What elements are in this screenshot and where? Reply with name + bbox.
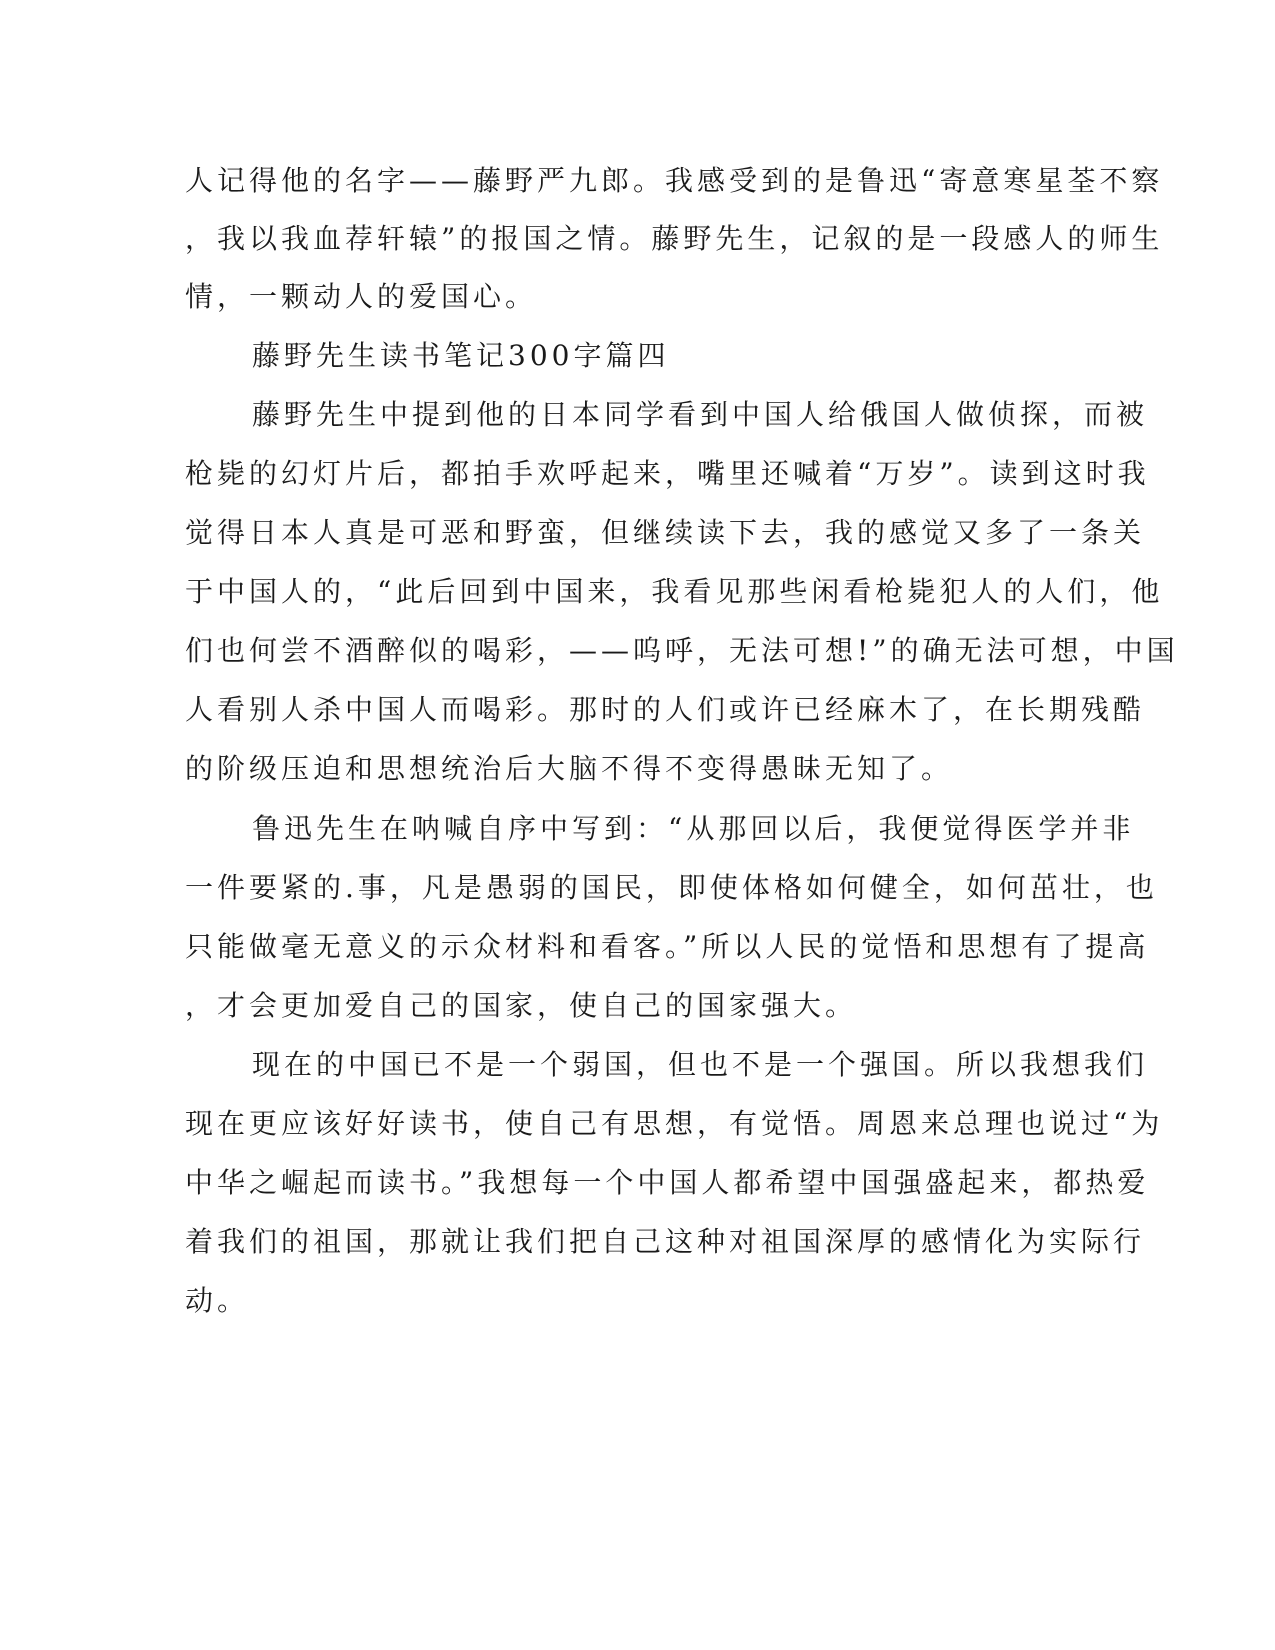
section-heading: 藤野先生读书笔记300字篇四 bbox=[252, 339, 670, 372]
text-line: 藤野先生中提到他的日本同学看到中国人给俄国人做侦探，而被 bbox=[252, 398, 1149, 431]
text-line: 现在更应该好好读书，使自己有思想，有觉悟。周恩来总理也说过“为 bbox=[185, 1107, 1164, 1140]
text-line: 于中国人的，“此后回到中国来，我看见那些闲看枪毙犯人的人们，他 bbox=[185, 575, 1164, 608]
text-line: 一件要紧的.事，凡是愚弱的国民，即使体格如何健全，如何茁壮，也 bbox=[185, 871, 1158, 904]
text-line: 只能做毫无意义的示众材料和看客。”所以人民的觉悟和思想有了提高 bbox=[185, 930, 1150, 963]
text-line: 觉得日本人真是可恶和野蛮，但继续读下去，我的感觉又多了一条关 bbox=[185, 516, 1146, 549]
text-line: ，才会更加爱自己的国家，使自己的国家强大。 bbox=[185, 989, 858, 1022]
text-line: 动。 bbox=[185, 1284, 250, 1317]
text-line: 的阶级压迫和思想统治后大脑不得不变得愚昧无知了。 bbox=[185, 752, 954, 785]
text-line: 枪毙的幻灯片后，都拍手欢呼起来，嘴里还喊着“万岁”。读到这时我 bbox=[185, 457, 1150, 490]
text-line: 现在的中国已不是一个弱国，但也不是一个强国。所以我想我们 bbox=[252, 1048, 1149, 1081]
text-line: 中华之崛起而读书。”我想每一个中国人都希望中国强盛起来，都热爱 bbox=[185, 1166, 1150, 1199]
text-line: ，我以我血荐轩辕”的报国之情。藤野先生，记叙的是一段感人的师生 bbox=[185, 222, 1164, 255]
text-line: 人看别人杀中国人而喝彩。那时的人们或许已经麻木了，在长期残酷 bbox=[185, 693, 1146, 726]
text-line: 鲁迅先生在呐喊自序中写到：“从那回以后，我便觉得医学并非 bbox=[252, 812, 1135, 845]
text-line: 着我们的祖国，那就让我们把自己这种对祖国深厚的感情化为实际行 bbox=[185, 1225, 1146, 1258]
text-line: 们也何尝不酒醉似的喝彩，——呜呼，无法可想!”的确无法可想，中国 bbox=[185, 634, 1179, 667]
text-line: 情，一颗动人的爱国心。 bbox=[185, 280, 538, 313]
text-line: 人记得他的名字——藤野严九郎。我感受到的是鲁迅“寄意寒星荃不察 bbox=[185, 164, 1164, 197]
